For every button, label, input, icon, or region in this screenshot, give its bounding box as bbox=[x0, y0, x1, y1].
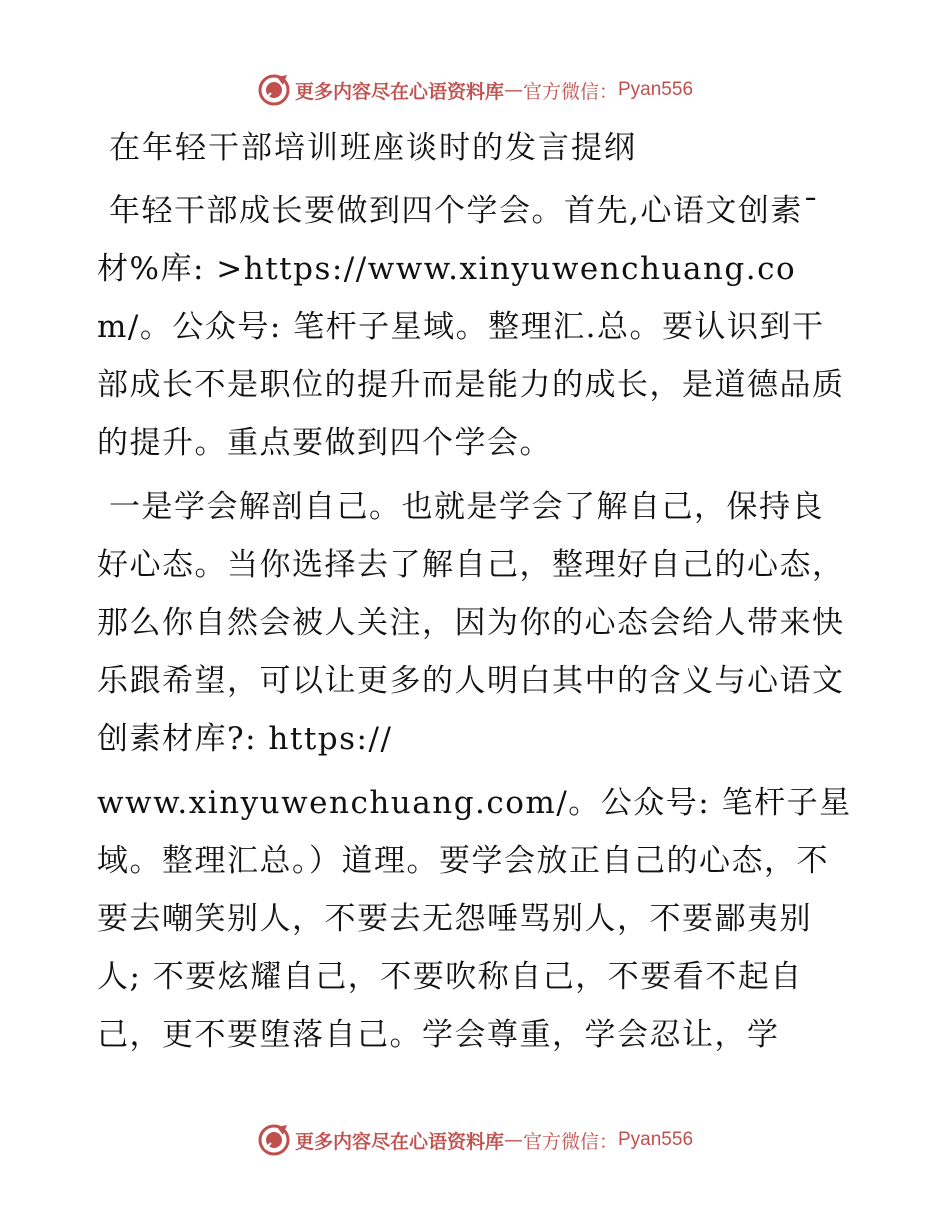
watermark-separator: — bbox=[503, 1129, 523, 1151]
watermark-wechat-label: 官方微信： bbox=[522, 1130, 618, 1153]
paragraph-3: www.xinyuwenchuang.com/。公众号: 笔杆子星域。整理汇总。）道理。要学会放正自己的心态，不要去嘲笑别人，不要去无怨唾骂别人，不要鄙夷别人; 不要炫耀自己，不要吹称自己，不要看不起自己，更不要堕落自己。学会尊重，学会忍让，学 bbox=[97, 785, 852, 1053]
paragraph-1: 年轻干部成长要做到四个学会。首先,心语文创素¯材%库: >https://www.xinyuwenchuang.com/。公众号: 笔杆子星域。整理汇.总。要认识到干部成长不是职位的提升而是能力的成长，是道德品质的提升。重点要做到四个学会。 bbox=[97, 193, 845, 461]
watermark-separator: — bbox=[503, 79, 523, 101]
watermark-handle: Pyan556 bbox=[618, 1129, 694, 1150]
header-watermark bbox=[0, 70, 950, 110]
document-body bbox=[97, 120, 852, 1070]
pen-logo-icon bbox=[257, 73, 291, 107]
pen-logo-icon bbox=[257, 1123, 291, 1157]
document-title: 在年轻干部培训班座谈时的发言提纲 bbox=[109, 130, 637, 166]
paragraph-2: 一是学会解剖自己。也就是学会了解自己，保持良好心态。当你选择去了解自己，整理好自己的心态，那么你自然会被人关注，因为你的心态会给人带来快乐跟希望，可以让更多的人明白其中的含义与心语文创素材库?: https:// bbox=[97, 489, 845, 757]
footer-watermark bbox=[0, 1120, 950, 1160]
watermark-text: 更多内容尽在心语资料库 bbox=[294, 1130, 504, 1153]
watermark-text: 更多内容尽在心语资料库 bbox=[294, 80, 504, 103]
watermark-handle: Pyan556 bbox=[618, 79, 694, 100]
watermark-wechat-label: 官方微信： bbox=[522, 80, 618, 103]
